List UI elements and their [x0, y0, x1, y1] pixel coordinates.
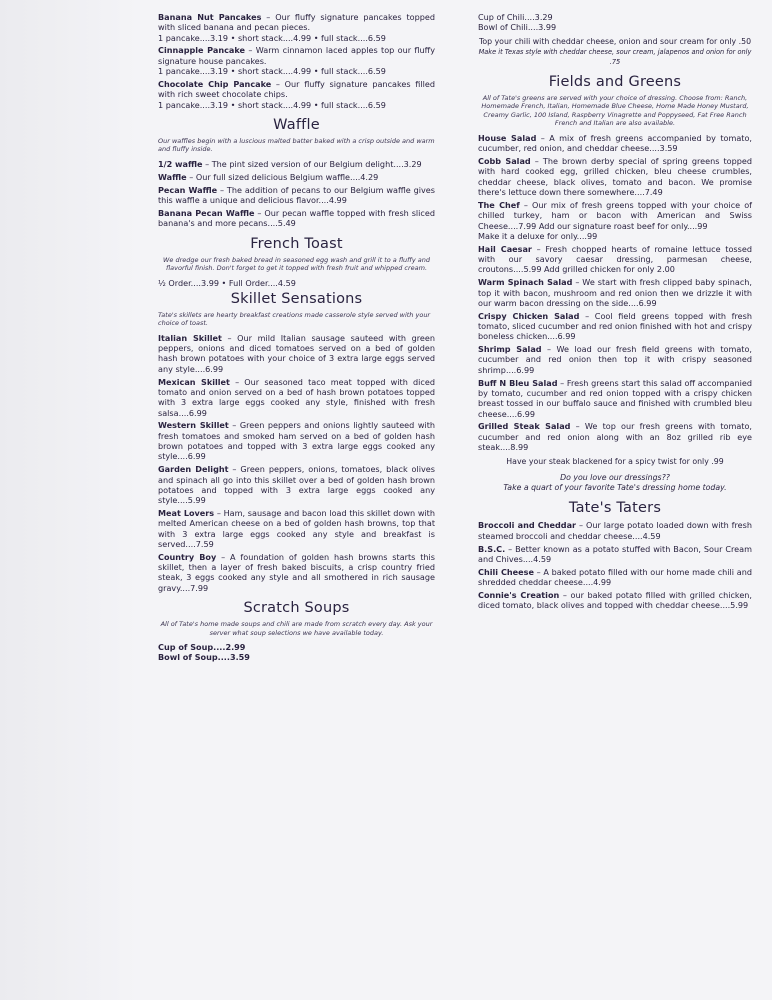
item-name: Garden Delight — [158, 464, 229, 475]
scan-shadow — [0, 0, 140, 1000]
menu-item-warm-spinach-salad — [478, 277, 752, 308]
item-desc: – Our large potato loaded down with fresh steamed broccoli and cheddar cheese....4.59 — [478, 520, 753, 541]
menu-item-italian-skillet — [158, 333, 435, 374]
item-name: Cobb Salad — [478, 156, 531, 167]
menu-item-chili-cheese — [478, 567, 752, 588]
item-name: Pecan Waffle — [158, 184, 218, 195]
chili-toppings-note — [478, 37, 752, 67]
menu-item-banana-nut-pancakes — [158, 12, 435, 43]
bowl-of-soup: Bowl of Soup....3.59 — [158, 652, 250, 663]
item-desc: – our baked potato filled with grilled chicken, diced tomato, black olives and topped with cheddar cheese....5.99 — [478, 589, 753, 611]
item-desc: – The pint sized version of our Belgium delight....3.29 — [202, 159, 422, 170]
menu-item-the-chef — [478, 200, 752, 241]
item-desc: – We start with fresh clipped baby spinach, top it with bacon, mushroom and red onion then we drizzle it with our warm bacon dressing on the side....6.99 — [478, 277, 752, 308]
item-desc: – Cool field greens topped with fresh tomato, sliced cucumber and red onion finished with hot and crispy boneless chicken....6.99 — [478, 310, 752, 342]
item-name: The Chef — [478, 199, 520, 210]
item-name: Broccoli and Cheddar — [478, 520, 577, 531]
menu-item-half-waffle — [158, 159, 435, 169]
item-desc: – Our mix of fresh greens topped with your choice of chilled turkey, ham or bacon with American and Swiss Cheese....7.99 Add our signature roast beef for only....99 — [478, 199, 753, 231]
item-desc: – Better known as a potato stuffed with Bacon, Sour Cream and Chives....4.59 — [478, 543, 752, 564]
item-desc: – Our fluffy signature pancakes filled with rich sweet chocolate chips. — [158, 78, 435, 100]
item-desc: – We load our fresh field greens with tomato, cucumber and red onion then top it with crispy seasoned shrimp....6.99 — [478, 344, 752, 375]
menu-item-grilled-steak-salad — [478, 421, 752, 452]
dressing-promo — [478, 473, 752, 493]
menu-item-mexican-skillet — [158, 377, 435, 418]
section-intro-french-toast: We dredge our fresh baked bread in seasoned egg wash and grill it to a fluffy and flavorful finish. Don't forget to get it topped with fresh fruit and whipped cream. — [162, 255, 431, 273]
cup-of-chili: Cup of Chili....3.29 — [478, 12, 553, 22]
item-prices: 1 pancake....3.19 • short stack....4.99 • full stack....6.59 — [158, 66, 386, 77]
item-name: Banana Nut Pancakes — [158, 12, 262, 22]
item-prices: 1 pancake....3.19 • short stack....4.99 • full stack....6.59 — [158, 32, 386, 43]
right-column — [478, 12, 752, 613]
blacken-note: Have your steak blackened for a spicy twist for only .99 — [506, 457, 724, 467]
menu-item-pecan-waffle — [158, 185, 435, 206]
item-desc: – Our full sized delicious Belgium waffle....4.29 — [186, 171, 379, 182]
item-desc: – A foundation of golden hash browns starts this skillet, then a layer of fresh baked biscuits, a crisp country fried steak, 3 eggs cooked any style and all smothered in rich sausage gravy....7.99 — [158, 551, 435, 593]
menu-item-meat-lovers — [158, 508, 435, 549]
menu-item-bsc — [478, 544, 752, 565]
item-desc: – A mix of fresh greens accompanied by tomato, cucumber, red onion, and cheddar cheese....3.59 — [478, 132, 753, 154]
item-desc: – Our mild Italian sausage sauteed with green peppers, onions and diced tomatoes served on a bed of golden hash brown potatoes with your choice of 3 extra large eggs served any style....6.99 — [158, 332, 436, 374]
item-name: House Salad — [478, 132, 537, 143]
bowl-of-chili: Bowl of Chili....3.99 — [478, 22, 557, 33]
item-name: Banana Pecan Waffle — [158, 208, 255, 219]
menu-item-connies-creation — [478, 590, 752, 611]
item-name: Connie's Creation — [478, 589, 560, 600]
menu-item-garden-delight — [158, 464, 435, 505]
menu-item-shrimp-salad — [478, 344, 752, 375]
section-intro-greens: All of Tate's greens are served with your choice of dressing. Choose from: Ranch, Homemade French, Italian, Homemade Blue Cheese, Home Made Honey Mustard, Creamy Garlic, 100 Island, Raspberry Vinagrette and Poppyseed, Fat Free Ranch French and Italian are also available. — [481, 93, 749, 128]
item-extra: Make it a deluxe for only....99 — [478, 230, 598, 241]
item-name: Shrimp Salad — [478, 344, 542, 355]
menu-item-house-salad — [478, 133, 752, 154]
section-title-greens: Fields and Greens — [548, 73, 682, 90]
item-name: Chocolate Chip Pancake — [158, 78, 272, 89]
dressing-question: Do you love our dressings?? — [560, 473, 670, 483]
item-name: Mexican Skillet — [158, 376, 230, 387]
item-prices: 1 pancake....3.19 • short stack....4.99 • full stack....6.59 — [158, 99, 386, 110]
section-title-french-toast: French Toast — [250, 235, 343, 252]
item-desc: – Green peppers, onions, tomatoes, black olives and spinach all go into this skillet over a bed of golden hash brown potatoes and topped with 3 extra large eggs cooked any style....5.99 — [158, 464, 435, 506]
section-intro-waffle: Our waffles begin with a luscious malted batter baked with a crisp outside and warm and fluffy inside. — [158, 136, 435, 154]
menu-item-western-skillet — [158, 420, 435, 461]
section-title-soups: Scratch Soups — [243, 599, 350, 616]
menu-item-banana-pecan-waffle — [158, 208, 435, 229]
chili-note-line: Top your chili with cheddar cheese, onion and sour cream for only .50 — [478, 36, 752, 46]
menu-item-chocolate-chip-pancake — [158, 79, 435, 110]
item-name: B.S.C. — [478, 543, 506, 554]
menu-item-broccoli-and-cheddar — [478, 520, 752, 541]
item-desc: – The addition of pecans to our Belgium waffle gives this waffle a unique and delicious flavor....4.99 — [158, 184, 435, 206]
french-toast-prices: ½ Order....3.99 • Full Order....4.59 — [158, 277, 296, 288]
item-name: Waffle — [158, 171, 187, 182]
item-desc: – Our pecan waffle topped with fresh sliced banana's and more pecans....5.49 — [158, 208, 435, 229]
item-name: Meat Lovers — [158, 508, 215, 518]
menu-item-crispy-chicken-salad — [478, 311, 752, 342]
cup-of-soup: Cup of Soup....2.99 — [158, 642, 246, 653]
item-name: Country Boy — [158, 551, 217, 562]
item-desc: – Fresh greens start this salad off accompanied by tomato, cucumber and red onion topped with a crispy chicken breast tossed in our buffalo sauce and finished with crumbled bleu cheese....6.99 — [478, 377, 752, 419]
item-desc: – We top our fresh greens with tomato, cucumber and red onion along with an 8oz grilled rib eye steak....8.99 — [478, 421, 752, 453]
item-name: Cinnapple Pancake — [158, 45, 246, 56]
item-name: 1/2 waffle — [158, 159, 203, 170]
item-desc: – Our fluffy signature pancakes topped with sliced banana and pecan pieces. — [158, 12, 436, 33]
menu-item-country-boy — [158, 552, 435, 593]
section-title-skillet: Skillet Sensations — [230, 290, 363, 307]
left-column — [158, 12, 435, 663]
item-desc: – Ham, sausage and bacon load this skillet down with melted American cheese on a bed of golden hash browns, top that with 3 extra large eggs cooked any style and breakfast is served....7.59 — [158, 508, 435, 549]
item-name: Italian Skillet — [158, 332, 222, 343]
item-name: Buff N Bleu Salad — [478, 377, 558, 388]
menu-item-hail-caesar — [478, 244, 752, 275]
menu-item-waffle — [158, 172, 435, 182]
menu-item-buff-n-bleu-salad — [478, 378, 752, 419]
chili-texas-note: Make it Texas style with cheddar cheese, sour cream, jalapenos and onion for only .75 — [478, 47, 752, 66]
item-name: Crispy Chicken Salad — [478, 310, 580, 321]
section-title-taters: Tate's Taters — [568, 500, 662, 517]
item-name: Chili Cheese — [478, 566, 534, 577]
item-desc: – Warm cinnamon laced apples top our fluffy signature house pancakes. — [158, 45, 436, 66]
section-title-waffle: Waffle — [273, 116, 320, 133]
dressing-cta: Take a quart of your favorite Tate's dressing home today. — [503, 483, 727, 493]
item-name: Hail Caesar — [478, 243, 532, 254]
item-desc: – Fresh chopped hearts of romaine lettuce tossed with our savory caesar dressing, parmesan cheese, croutons....5.99 Add grilled chicken for only 2.00 — [478, 243, 752, 275]
item-name: Grilled Steak Salad — [478, 421, 571, 432]
item-name: Western Skillet — [158, 420, 229, 431]
section-intro-soups: All of Tate's home made soups and chili are made from scratch every day. Ask your server what soup selections we have available today. — [160, 619, 433, 637]
section-intro-skillet: Tate's skillets are hearty breakfast creations made casserole style served with your choice of toast. — [158, 310, 431, 328]
item-name: Warm Spinach Salad — [478, 277, 573, 288]
item-desc: – The brown derby special of spring greens topped with hard cooked egg, grilled chicken, bleu cheese crumbles, cheddar cheese, black olives, tomato and bacon. We promise there's lettuce down there somewhere....7.49 — [478, 156, 753, 198]
item-desc: – Green peppers and onions lightly sauteed with fresh tomatoes and smoked ham served on a bed of golden hash brown potatoes and topped with 3 extra large eggs cooked any style....6.99 — [158, 420, 435, 462]
item-desc: – A baked potato filled with our home made chili and shredded cheddar cheese....4.99 — [478, 566, 752, 587]
item-desc: – Our seasoned taco meat topped with diced tomato and onion served on a bed of hash brown potatoes topped with 3 extra large eggs cooked any style, finished with fresh salsa....6.99 — [158, 376, 435, 418]
menu-item-cinnapple-pancake — [158, 45, 435, 76]
menu-item-cobb-salad — [478, 156, 752, 197]
